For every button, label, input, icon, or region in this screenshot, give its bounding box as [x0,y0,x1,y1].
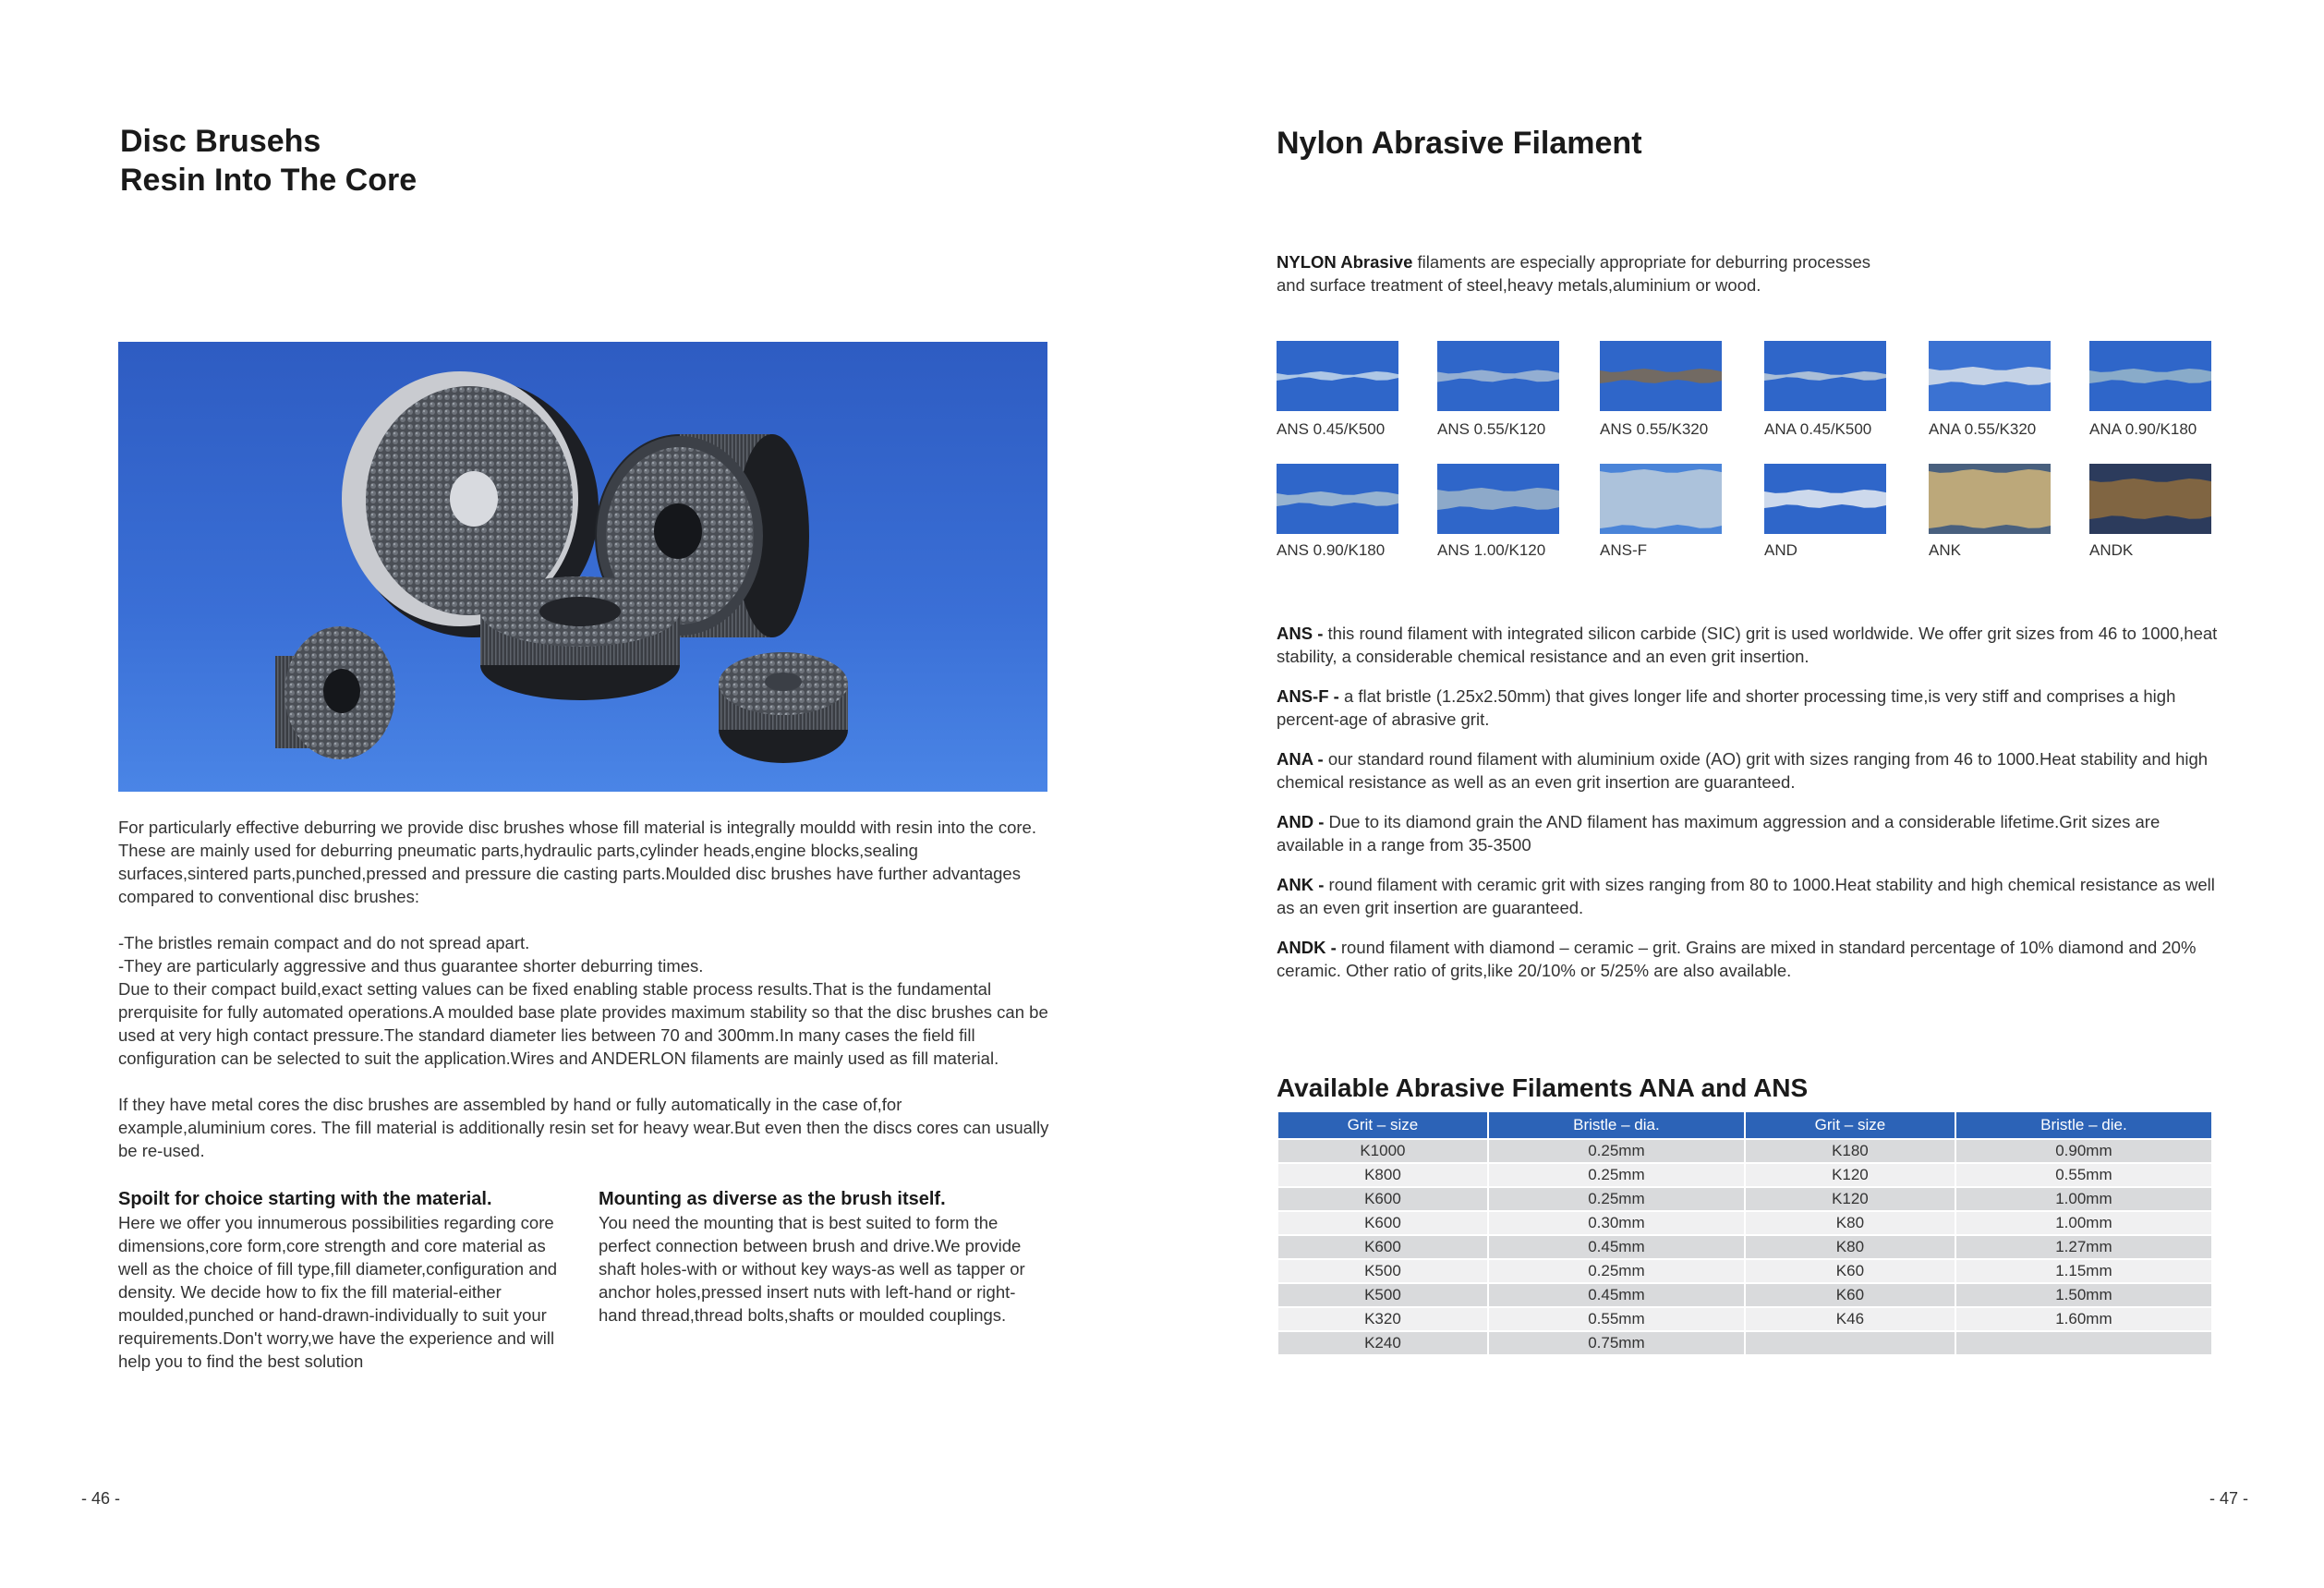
header-grit-size: Grit – size [1278,1112,1487,1138]
table-cell: 0.55mm [1956,1164,2211,1186]
table-cell: 0.30mm [1489,1212,1744,1234]
metal-cores-paragraph: If they have metal cores the disc brushes are assembled by hand or fully automatically in the case of,for example,aluminium cores. The fill material is additionally resin set for heavy wear.But even then the discs cores can usually be re-used. [118,1095,1049,1160]
table-cell: 0.25mm [1489,1140,1744,1162]
swatch-and [1764,464,1886,534]
table-row [1278,1236,2211,1258]
mounting-heading: Mounting as diverse as the brush itself. [599,1189,946,1209]
swatch-label: ANA 0.55/K320 [1929,420,2037,438]
swatch-label: AND [1764,541,1797,559]
table-cell: K120 [1746,1188,1955,1210]
table-cell: K120 [1746,1164,1955,1186]
swatch-label: ANS 0.55/K120 [1437,420,1546,438]
swatch-label: ANS-F [1600,541,1647,559]
swatch-ans-100-k120 [1437,464,1559,534]
desc-term: ANS-F - [1277,686,1339,706]
table-title: Available Abrasive Filaments ANA and ANS [1277,1073,1809,1102]
swatch-label: ANS 0.90/K180 [1277,541,1386,559]
material-heading: Spoilt for choice starting with the material. [118,1189,492,1209]
desc-ans [1277,622,2219,668]
table-cell: K80 [1746,1236,1955,1258]
table-cell: K800 [1278,1164,1487,1186]
intro-paragraph: For particularly effective deburring we provide disc brushes whose fill material is integrally mouldd with resin into the core. These are mainly used for deburring pneumatic parts,hydraulic parts,cylinder heads,engine blocks,sealing surfaces,sintered parts,punched,pressed and pressure die casting parts.Moulded disc brushes have further advantages compared to conventional disc brushes: [118,818,1036,906]
swatch-label: ANK [1929,541,1961,559]
table-cell: 0.75mm [1489,1332,1744,1354]
table-row [1278,1284,2211,1306]
table-cell: K240 [1278,1332,1487,1354]
table-cell: K180 [1746,1140,1955,1162]
material-text: Here we offer you innumerous possibilities regarding core dimensions,core form,core strength and core material as well as the choice of fill type,fill diameter,configuration and density. We decide how to fix the fill material-either moulded,punched or hand-drawn-individually to suit your requirements.Don't worry,we have the experience and will help you to find the best solution [118,1213,558,1371]
table-row [1278,1260,2211,1282]
desc-text: round filament with diamond – ceramic – grit. Grains are mixed in standard percentage of 10% diamond and 20% ceramic. Other ratio of grits,like 20/10% or 5/25% are also available. [1277,938,2197,980]
desc-ana [1277,747,2219,794]
swatch-ana-045-k500 [1764,341,1886,411]
table-row [1278,1308,2211,1330]
left-body-text [118,816,1051,1162]
table-header-row [1278,1112,2211,1138]
desc-ans-f [1277,685,2219,731]
mounting-text: You need the mounting that is best suited to form the perfect connection between brush and drive.We provide shaft holes-with or without key ways-as well as tapper or anchor holes,pressed insert nuts with left-hand or right-hand thread,thread bolts,shafts or moulded couplings. [599,1213,1025,1325]
swatch-label: ANS 0.45/K500 [1277,420,1386,438]
table-cell: 1.27mm [1956,1236,2211,1258]
table-cell: 0.25mm [1489,1188,1744,1210]
mounting-column [599,1187,1042,1327]
nylon-intro-line1: filaments are especially appropriate for deburring processes [1412,252,1871,272]
material-column [118,1187,571,1373]
table-cell [1746,1332,1955,1354]
table-row [1278,1140,2211,1162]
table-cell: K600 [1278,1188,1487,1210]
table-cell: K1000 [1278,1140,1487,1162]
nylon-intro-line2: and surface treatment of steel,heavy metals,aluminium or wood. [1277,275,1761,295]
desc-term: ANDK - [1277,938,1337,957]
table-cell: 0.90mm [1956,1140,2211,1162]
swatch-andk [2089,464,2211,534]
table-row [1278,1188,2211,1210]
swatch-ans-090-k180 [1277,464,1398,534]
table-cell: 0.25mm [1489,1164,1744,1186]
swatch-label: ANA 0.90/K180 [2089,420,2197,438]
right-title: Nylon Abrasive Filament [1277,126,1642,161]
swatch-ans-045-k500 [1277,341,1398,411]
table-cell: K320 [1278,1308,1487,1330]
table-cell: 1.00mm [1956,1188,2211,1210]
swatch-label: ANS 0.55/K320 [1600,420,1709,438]
nylon-intro-bold: NYLON Abrasive [1277,252,1413,272]
swatch-ans-055-k320 [1600,341,1722,411]
table-cell: K60 [1746,1260,1955,1282]
desc-ank [1277,873,2219,919]
table-cell: K500 [1278,1260,1487,1282]
desc-text: a flat bristle (1.25x2.50mm) that gives longer life and shorter processing time,is very stiff and comprises a high percent-age of abrasive grit. [1277,686,2176,729]
swatch-ank [1929,464,2051,534]
swatch-label: ANS 1.00/K120 [1437,541,1546,559]
desc-term: ANA - [1277,749,1324,769]
swatch-ana-055-k320 [1929,341,2051,411]
desc-term: ANS - [1277,624,1324,643]
desc-text: this round filament with integrated silicon carbide (SIC) grit is used worldwide. We offer grit sizes from 46 to 1000,heat stability, a considerable chemical resistance and an even grit insertion. [1277,624,2218,666]
table-row [1278,1332,2211,1354]
header-grit-size-2: Grit – size [1746,1112,1955,1138]
disc-brushes-photo [118,342,1047,792]
grit-size-table [1277,1110,2213,1356]
table-row [1278,1164,2211,1186]
table-cell: K80 [1746,1212,1955,1234]
compact-build-paragraph: Due to their compact build,exact setting values can be fixed enabling stable process results.That is the fundamental prerquisite for fully automated operations.A moulded base plate provides maximum stability so that the disc brushes can be used at very high contact pressure.The standard diameter lies between 70 and 300mm.In many cases the field fill configuration can be selected to suit the application.Wires and ANDERLON filaments are mainly used as fill material. [118,979,1048,1068]
bullet-compact: -The bristles remain compact and do not spread apart. [118,933,530,952]
page-number-left: - 46 - [81,1489,121,1508]
title-line-2: Resin Into The Core [120,163,418,198]
table-cell: K600 [1278,1212,1487,1234]
swatch-ans-f [1600,464,1722,534]
swatch-ans-055-k120 [1437,341,1559,411]
desc-text: Due to its diamond grain the AND filament has maximum aggression and a considerable lifetime.Grit sizes are available in a range from 35-3500 [1277,812,2161,855]
desc-term: ANK - [1277,875,1325,894]
header-bristle-die: Bristle – die. [1956,1112,2211,1138]
table-row [1278,1212,2211,1234]
header-bristle-dia: Bristle – dia. [1489,1112,1744,1138]
table-cell: K500 [1278,1284,1487,1306]
table-cell [1956,1332,2211,1354]
table-cell: K46 [1746,1308,1955,1330]
table-cell: 1.50mm [1956,1284,2211,1306]
desc-and [1277,810,2219,856]
swatch-ana-090-k180 [2089,341,2211,411]
left-title [120,122,417,200]
table-cell: 0.45mm [1489,1236,1744,1258]
title-line-1: Disc Brusehs [120,124,321,159]
table-cell: 0.45mm [1489,1284,1744,1306]
desc-term: AND - [1277,812,1325,831]
desc-andk [1277,936,2219,982]
desc-text: our standard round filament with aluminium oxide (AO) grit with sizes ranging from 46 to 1000.Heat stability and high chemical resistance as well as an even grit insertion are guaranteed. [1277,749,2209,792]
nylon-intro [1277,250,1923,297]
table-cell: K60 [1746,1284,1955,1306]
table-cell: K600 [1278,1236,1487,1258]
table-cell: 1.00mm [1956,1212,2211,1234]
desc-text: round filament with ceramic grit with sizes ranging from 80 to 1000.Heat stability and high chemical resistance as well as an even grit insertion are guaranteed. [1277,875,2215,917]
table-cell: 1.60mm [1956,1308,2211,1330]
page-number-right: - 47 - [2209,1489,2249,1508]
table-cell: 0.55mm [1489,1308,1744,1330]
swatch-label: ANA 0.45/K500 [1764,420,1872,438]
swatch-label: ANDK [2089,541,2134,559]
table-cell: 1.15mm [1956,1260,2211,1282]
bullet-aggressive: -They are particularly aggressive and thus guarantee shorter deburring times. [118,956,704,976]
table-cell: 0.25mm [1489,1260,1744,1282]
